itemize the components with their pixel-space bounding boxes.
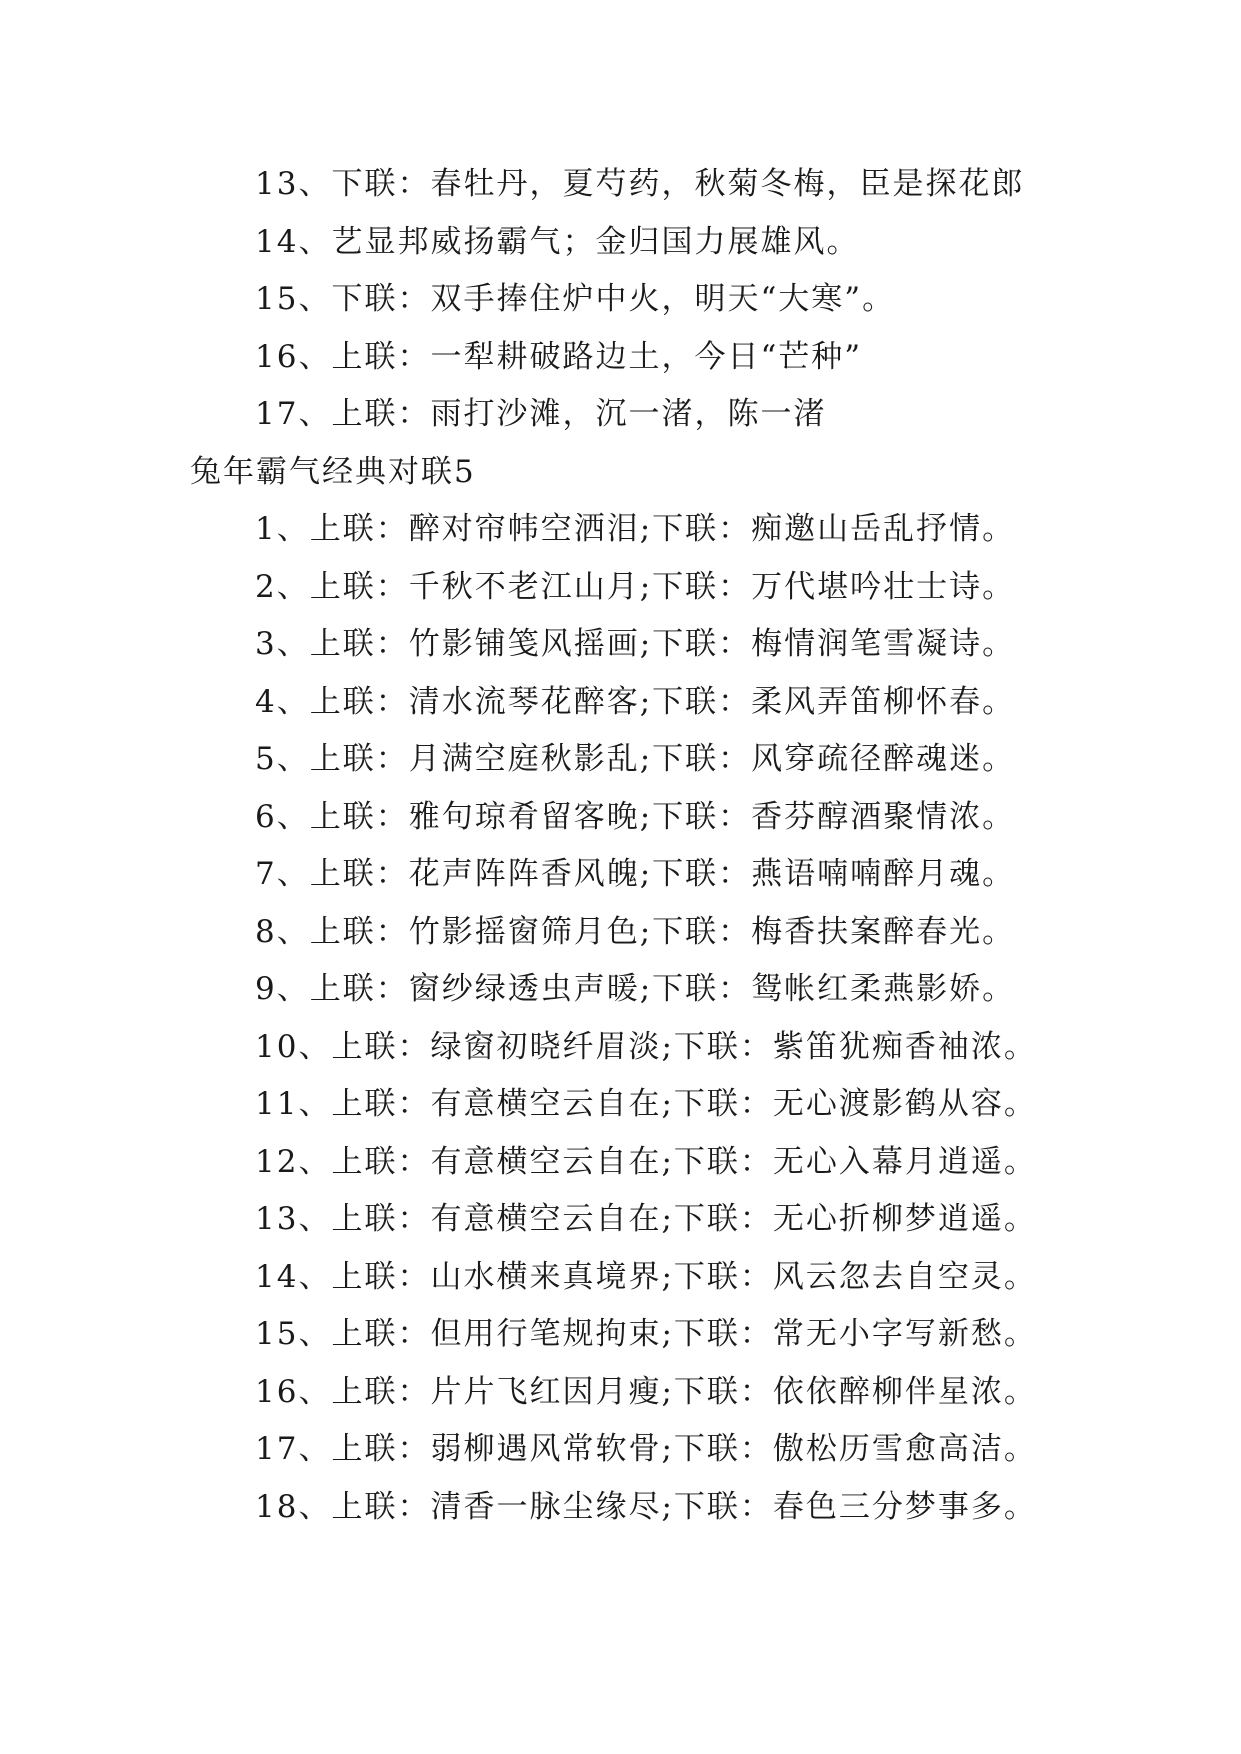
list-item: 8、上联：竹影摇窗筛月色;下联：梅香扶案醉春光。 (255, 913, 1016, 950)
list-item: 13、下联：春牡丹，夏芍药，秋菊冬梅，臣是探花郎 (255, 166, 1025, 202)
list-item: 17、上联：雨打沙滩，沉一渚，陈一渚 (255, 396, 827, 432)
list-item: 16、上联：一犁耕破路边土，今日“芒种” (255, 338, 863, 375)
list-item: 14、上联：山水横来真境界;下联：风云忽去自空灵。 (255, 1258, 1037, 1295)
list-item: 9、上联：窗纱绿透虫声暖;下联：鸳帐红柔燕影娇。 (255, 971, 1016, 1007)
list-item: 2、上联：千秋不老江山月;下联：万代堪吟壮士诗。 (255, 568, 1016, 605)
list-item: 5、上联：月满空庭秋影乱;下联：风穿疏径醉魂迷。 (255, 741, 1016, 777)
list-item: 13、上联：有意横空云自在;下联：无心折柳梦逍遥。 (255, 1201, 1037, 1237)
list-item: 11、上联：有意横空云自在;下联：无心渡影鹤从容。 (255, 1086, 1037, 1122)
list-item: 10、上联：绿窗初晓纤眉淡;下联：紫笛犹痴香袖浓。 (255, 1028, 1037, 1065)
list-item: 17、上联：弱柳遇风常软骨;下联：傲松历雪愈高洁。 (255, 1431, 1037, 1467)
list-item: 4、上联：清水流琴花醉客;下联：柔风弄笛柳怀春。 (255, 683, 1016, 720)
list-item: 18、上联：清香一脉尘缘尽;下联：春色三分梦事多。 (255, 1488, 1037, 1525)
list-item: 16、上联：片片飞红因月瘦;下联：依依醉柳伴星浓。 (255, 1373, 1037, 1410)
list-item: 6、上联：雅句琼肴留客晚;下联：香芬醇酒聚情浓。 (255, 798, 1016, 835)
list-item: 3、上联：竹影铺笺风摇画;下联：梅情润笔雪凝诗。 (255, 626, 1016, 662)
list-item: 15、下联：双手捧住炉中火，明天“大寒”。 (255, 281, 896, 317)
list-item: 7、上联：花声阵阵香风魄;下联：燕语喃喃醉月魂。 (255, 856, 1016, 892)
list-item: 15、上联：但用行笔规拘束;下联：常无小字写新愁。 (255, 1316, 1037, 1352)
section-heading: 兔年霸气经典对联5 (190, 453, 476, 490)
list-item: 14、艺显邦威扬霸气；金归国力展雄风。 (255, 223, 860, 260)
list-item: 1、上联：醉对帘帏空洒泪;下联：痴邀山岳乱抒情。 (255, 511, 1016, 547)
document-body (0, 156, 1241, 1536)
list-item: 12、上联：有意横空云自在;下联：无心入幕月逍遥。 (255, 1143, 1037, 1180)
